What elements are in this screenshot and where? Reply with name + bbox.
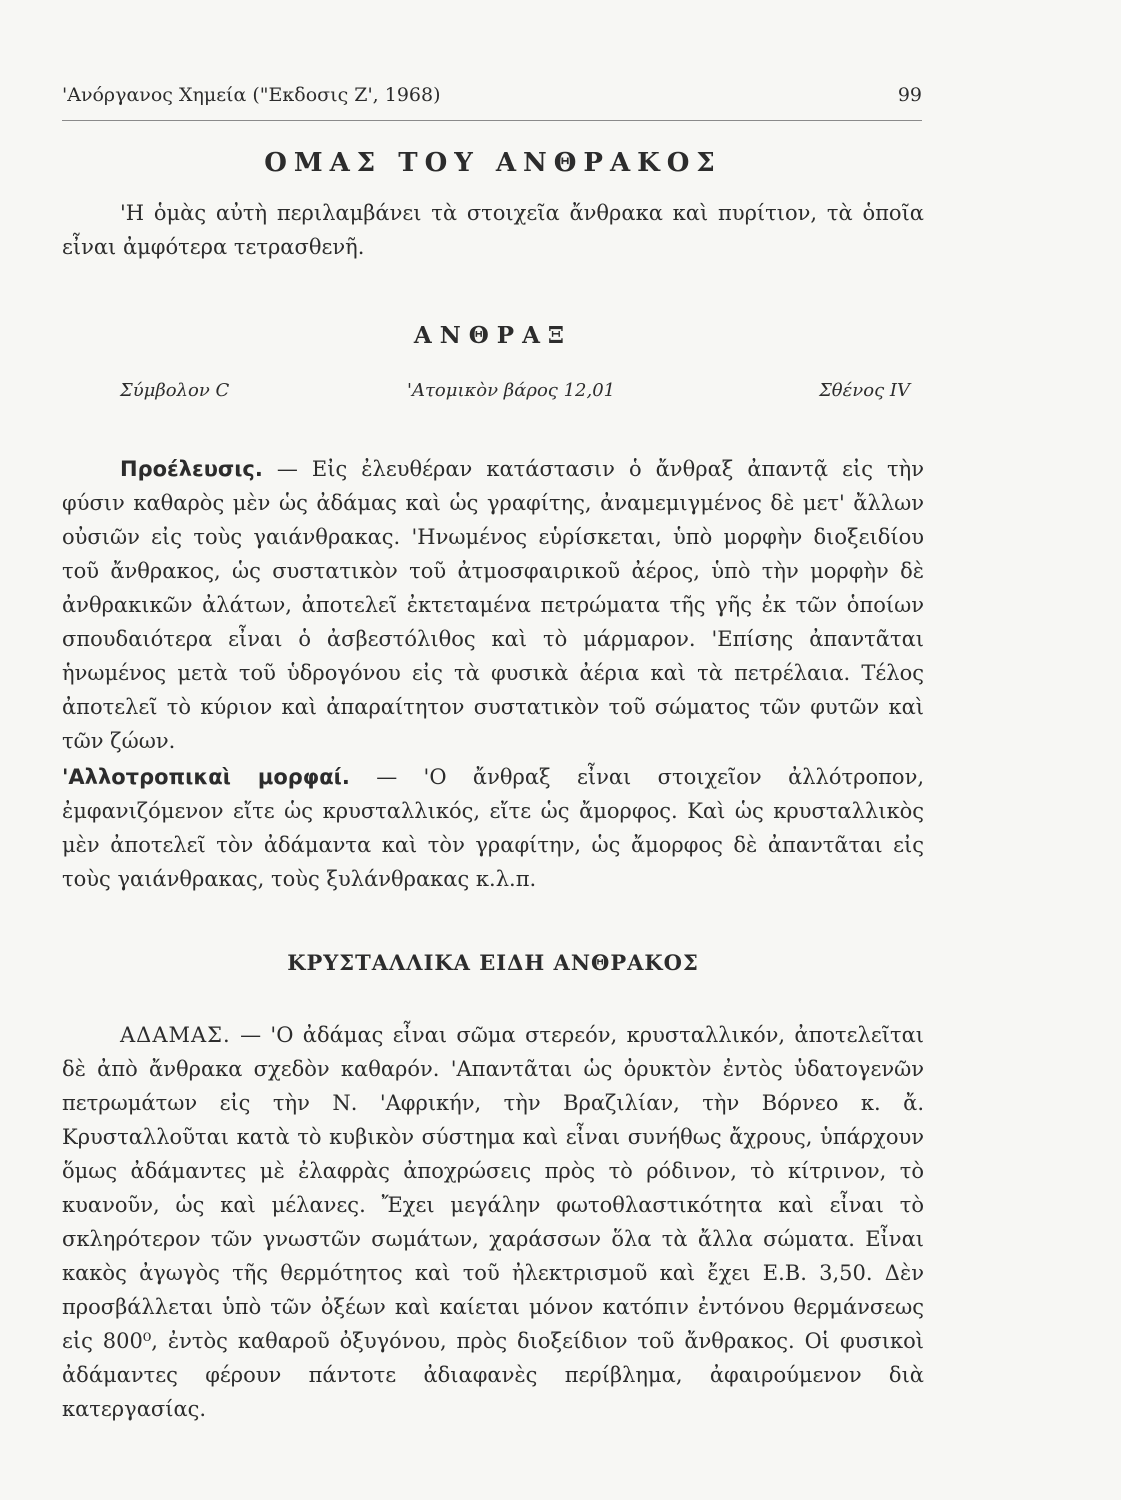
group-heading: ΟΜΑΣ ΤΟΥ ΑΝΘΡΑΚΟΣ xyxy=(264,148,722,178)
diamond-text: — 'Ο ἀδάμας εἶναι σῶμα στερεόν, κρυσταλλικόν, ἀποτελεῖται δὲ ἀπὸ ἄνθρακα σχεδὸν καθαρόν. 'Απαντᾶται ὡς ὀρυκτὸν ἐντὸς ὑδατογενῶν πετρωμάτων εἰς τὴν Ν. 'Αφρικήν, τὴν Βραζιλίαν, τὴν Βόρνεο κ. ἄ. Κρυσταλλοῦται κατὰ τὸ κυβικὸν σύστημα καὶ εἶναι συνήθως ἄχρους, ὑπάρχουν ὅμως ἀδάμαντες μὲ ἐλαφρὰς ἀποχρώσεις πρὸς τὸ ρόδινον, τὸ κίτρινον, τὸ κυανοῦν, ὡς καὶ μέλανες. Ἔχει μεγάλην φωτοθλαστικότητα καὶ εἶναι τὸ σκληρότερον τῶν γνωστῶν σωμάτων, χαράσσων ὅλα τὰ ἄλλα σώματα. Εἶναι κακὸς ἀγωγὸς τῆς θερμότητος καὶ τοῦ ἠλεκτρισμοῦ καὶ ἔχει Ε.Β. 3,50. Δὲν προσβάλλεται ὑπὸ τῶν ὀξέων καὶ καίεται μόνον κατόπιν ἐντόνου θερμάνσεως εἰς 800⁰, ἐντὸς καθαροῦ ὀξυγόνου, πρὸς διοξείδιον τοῦ ἄνθρακος. Οἱ φυσικοὶ ἀδάμαντες φέρουν πάντοτε ἀδιαφανὲς περίβλημα, ἀφαιρούμενον διὰ κατεργασίας. xyxy=(62,1023,924,1421)
element-heading: ΑΝΘΡΑΞ xyxy=(413,322,573,349)
running-header xyxy=(62,84,922,114)
allotropes-label: 'Αλλοτροπικαὶ μορφαί. xyxy=(62,765,350,789)
header-rule xyxy=(62,120,922,121)
occurrence-label: Προέλευσις. xyxy=(120,457,263,481)
occurrence-text: — Εἰς ἐλευθέραν κατάστασιν ὁ ἄνθραξ ἀπαντᾷ εἰς τὴν φύσιν καθαρὸς μὲν ὡς ἀδάμας καὶ ὡς γραφίτης, ἀναμεμιγμένος δὲ μετ' ἄλλων οὐσιῶν εἰς τοὺς γαιάνθρακας. 'Ηνωμένος εὑρίσκεται, ὑπὸ μορφὴν διοξειδίου τοῦ ἄνθρακος, ὡς συστατικὸν τοῦ ἀτμοσφαιρικοῦ ἀέρος, ὑπὸ τὴν μορφὴν δὲ ἀνθρακικῶν ἀλάτων, ἀποτελεῖ ἐκτεταμένα πετρώματα τῆς γῆς ἐκ τῶν ὁποίων σπουδαιότερα εἶναι ὁ ἀσβεστόλιθος καὶ τὸ μάρμαρον. 'Επίσης ἀπαντᾶται ἡνωμένος μετὰ τοῦ ὑδρογόνου εἰς τὰ φυσικὰ ἀέρια καὶ τὰ πετρέλαια. Τέλος ἀποτελεῖ τὸ κύριον καὶ ἀπαραίτητον συστατικὸν τοῦ σώματος τῶν φυτῶν καὶ τῶν ζώων. xyxy=(62,457,924,753)
valence: Σθένος IV xyxy=(819,380,910,401)
element-info-row xyxy=(62,380,922,410)
page-number: 99 xyxy=(897,84,922,106)
allotropes-text: — 'Ο ἄνθραξ εἶναι στοιχεῖον ἀλλότροπον, ἐμφανιζόμενον εἴτε ὡς κρυσταλλικός, εἴτε ὡς ἄμορφος. Καὶ ὡς κρυσταλλικὸς μὲν ἀποτελεῖ τὸν ἀδάμαντα καὶ τὸν γραφίτην, ὡς ἄμορφος δὲ ἀπαντᾶται εἰς τοὺς γαιάνθρακας, τοὺς ξυλάνθρακας κ.λ.π. xyxy=(62,765,925,891)
diamond-label: ΑΔΑΜΑΣ. xyxy=(120,1023,231,1047)
element-symbol: Σύμβολον C xyxy=(120,380,230,401)
intro-paragraph: 'Η ὁμὰς αὐτὴ περιλαμβάνει τὰ στοιχεῖα ἄνθρακα καὶ πυρίτιον, τὰ ὁποῖα εἶναι ἀμφότερα τετρασθενῆ. xyxy=(62,201,924,259)
section-heading: ΚΡΥΣΤΑΛΛΙΚΑ ΕΙΔΗ ΑΝΘΡΑΚΟΣ xyxy=(287,950,699,975)
atomic-weight: 'Ατομικὸν βάρος 12,01 xyxy=(407,380,616,401)
diamond-paragraph xyxy=(62,1018,924,1426)
running-title: 'Ανόργανος Χημεία ("Εκδοσις Ζ', 1968) xyxy=(62,84,441,106)
allotropes-paragraph xyxy=(62,760,924,896)
occurrence-paragraph xyxy=(62,452,924,758)
